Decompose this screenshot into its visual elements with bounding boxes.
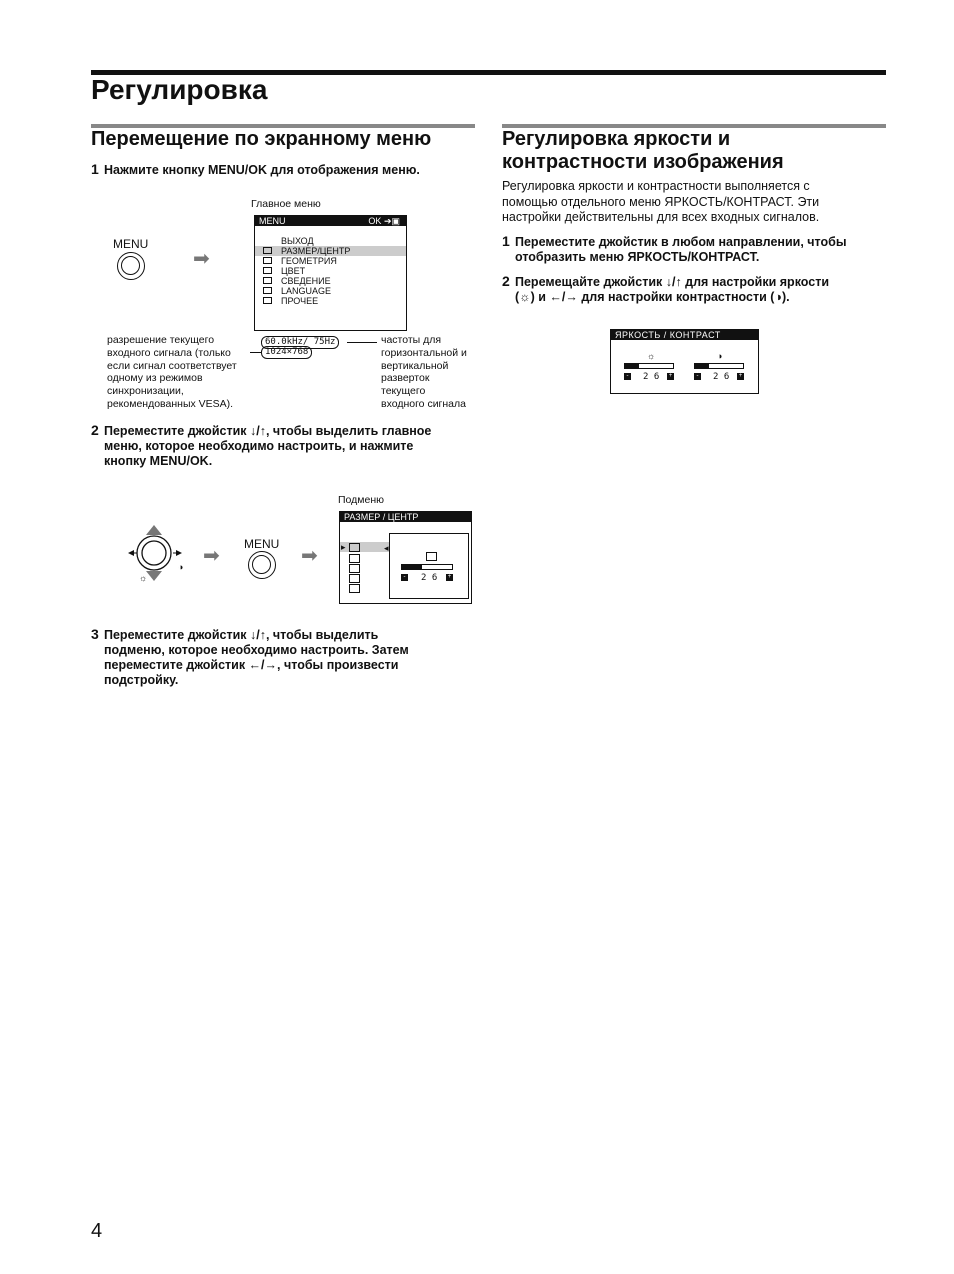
page-title: Регулировка — [91, 74, 268, 105]
step-line: (☼) и ←/→ для настройки контрастности (◑). — [515, 290, 790, 304]
zoom-icon[interactable] — [349, 584, 360, 593]
annotation-line: разрешение текущего — [107, 334, 215, 346]
menu-item-icon — [263, 267, 272, 274]
brightness-value: 2 6 — [643, 372, 660, 382]
submenu-caption: Подменю — [338, 494, 385, 506]
right-arrow-icon: ➡ — [193, 248, 210, 270]
sub-value-row — [401, 574, 453, 582]
osd-brightness-contrast — [610, 329, 759, 394]
main-menu-caption: Главное меню — [251, 198, 321, 210]
intro-line: настройки действительны для всех входных сигналов. — [502, 210, 820, 224]
osd-main-menu — [254, 215, 407, 331]
step-line: меню, которое необходимо настроить, и нажмите — [104, 439, 414, 453]
size-center-icon[interactable] — [349, 543, 360, 552]
contrast-icon: ◑ — [178, 562, 184, 572]
right-step-2 — [502, 273, 830, 305]
annotation-resolution — [107, 334, 237, 411]
left-leader-line — [250, 352, 261, 353]
annotation-line: входного сигнала (только — [107, 346, 231, 359]
step-line: Переместите джойстик в любом направлении, чтобы — [515, 235, 847, 249]
osd-sub-bar: РАЗМЕР / ЦЕНТР — [340, 512, 471, 522]
menu-button-label-2: MENU — [244, 537, 280, 551]
step-number: 2 — [91, 422, 99, 438]
freq-readout: 60.0kHz/ 75Hz — [261, 336, 339, 349]
osd-bc-bar: ЯРКОСТЬ / КОНТРАСТ — [611, 330, 758, 340]
annotation-line: частоты для — [381, 334, 442, 346]
step-line: подстройку. — [104, 673, 179, 687]
h-size-icon[interactable] — [349, 564, 360, 573]
right-intro-text — [502, 179, 819, 226]
contrast-value-row — [694, 373, 744, 381]
osd-menu-item[interactable] — [255, 276, 406, 286]
contrast-gauge[interactable] — [694, 363, 744, 369]
joystick-diagram[interactable] — [126, 523, 184, 583]
step-line: подменю, которое необходимо настроить. Затем — [104, 643, 409, 657]
resolution-readout: 1024×768 — [261, 346, 312, 359]
osd-submenu — [339, 511, 472, 604]
step-line: Перемещайте джойстик ↓/↑ для настройки яркости — [515, 275, 830, 289]
right-step-1 — [502, 233, 847, 265]
menu-item-icon — [263, 257, 272, 264]
annotation-line: текущего — [381, 385, 426, 398]
osd-menu-item[interactable] — [255, 266, 406, 276]
brightness-fill — [625, 364, 639, 368]
plus-icon[interactable]: + — [447, 574, 452, 580]
contrast-value: 2 6 — [713, 372, 730, 382]
step-number: 2 — [502, 273, 510, 289]
sub-selected-row — [340, 542, 389, 552]
brightness-minus-icon[interactable]: - — [624, 373, 631, 380]
annotation-line: входного сигнала — [381, 397, 466, 410]
osd-menu-item[interactable] — [255, 286, 406, 296]
minus-icon[interactable]: - — [401, 574, 408, 581]
step-line: кнопку MENU/OK. — [104, 454, 213, 468]
brightness-gauge[interactable] — [624, 363, 674, 369]
ok-arrow-icon: ➔▣ — [383, 216, 400, 226]
sub-gauge-fill — [402, 565, 422, 569]
sub-marker-icon: ◂ — [384, 543, 389, 553]
brightness-value-row — [624, 373, 674, 381]
menu-item-label: РАЗМЕР/ЦЕНТР — [281, 246, 351, 256]
osd-main-bar-left: MENU — [259, 216, 286, 226]
heading-line: Регулировка яркости и — [502, 128, 731, 150]
annotation-line: рекомендованных VESA). — [107, 397, 234, 410]
intro-line: Регулировка яркости и контрастности выполняется с — [502, 179, 810, 193]
menu-item-label: ПРОЧЕЕ — [281, 296, 319, 306]
contrast-plus-icon[interactable]: + — [738, 373, 743, 379]
step-text: Нажмите кнопку MENU/OK для отображения меню. — [104, 163, 420, 177]
right-leader-line — [347, 342, 377, 343]
step-line: отобразить меню ЯРКОСТЬ/КОНТРАСТ. — [515, 250, 760, 264]
sub-pointer-icon: ▸ — [341, 542, 346, 552]
menu-button-2[interactable] — [248, 551, 276, 579]
menu-item-icon — [263, 247, 272, 254]
osd-menu-item[interactable] — [255, 236, 406, 246]
menu-item-icon — [263, 277, 272, 284]
sub-value: 2 6 — [421, 573, 438, 583]
heading-line: контрастности изображения — [502, 151, 784, 173]
step-number: 1 — [91, 161, 99, 177]
annotation-line: синхронизации, — [107, 385, 184, 398]
left-section-heading: Перемещение по экранному меню — [91, 128, 432, 150]
osd-main-bar — [255, 216, 406, 226]
sub-gauge[interactable] — [401, 564, 453, 570]
step-line: переместите джойстик ←/→, чтобы произвести — [104, 658, 399, 672]
step-line: Переместите джойстик ↓/↑, чтобы выделить главное — [104, 424, 432, 438]
brightness-plus-icon[interactable]: + — [668, 373, 673, 379]
joystick-icon — [126, 523, 184, 583]
step-line: Переместите джойстик ↓/↑, чтобы выделить — [104, 628, 379, 642]
menu-item-icon — [263, 287, 272, 294]
menu-item-label: ВЫХОД — [281, 236, 314, 246]
menu-item-icon — [263, 297, 272, 304]
osd-menu-item[interactable] — [255, 246, 406, 256]
left-step-1 — [91, 161, 420, 178]
menu-button-inner — [121, 256, 140, 275]
adjust-item-icon — [426, 552, 437, 561]
right-section-heading — [502, 128, 784, 174]
step-number: 3 — [91, 626, 99, 642]
annotation-line: одному из режимов — [107, 372, 203, 385]
osd-main-bar-right — [368, 216, 400, 226]
contrast-minus-icon[interactable]: - — [694, 373, 701, 380]
brightness-icon: ☼ — [139, 573, 148, 583]
annotation-line: вертикальной — [381, 359, 449, 372]
osd-menu-item[interactable] — [255, 296, 406, 306]
page-number: 4 — [91, 1220, 103, 1242]
right-arrow-icon-3: ➡ — [301, 545, 318, 567]
right-arrow-icon-2: ➡ — [203, 545, 220, 567]
annotation-line: если сигнал соответствует — [107, 359, 237, 372]
osd-menu-item[interactable] — [255, 256, 406, 266]
menu-item-label: СВЕДЕНИЕ — [281, 276, 331, 286]
menu-item-label: ЦВЕТ — [281, 266, 306, 276]
osd-main-items — [255, 236, 406, 306]
left-step-3 — [91, 626, 409, 688]
ok-label: OK — [368, 216, 382, 226]
v-size-icon[interactable] — [349, 574, 360, 583]
annotation-line: горизонтальной и — [381, 346, 467, 359]
left-step-2 — [91, 422, 432, 469]
position-icon[interactable] — [349, 554, 360, 563]
sub-adjust-panel — [389, 533, 469, 599]
step-number: 1 — [502, 233, 510, 249]
intro-line: помощью отдельного меню ЯРКОСТЬ/КОНТРАСТ. Эти — [502, 194, 820, 209]
menu-button-label: MENU — [113, 237, 149, 251]
contrast-icon-osd: ◑ — [717, 351, 723, 361]
menu-button[interactable] — [117, 252, 145, 280]
brightness-icon-osd: ☼ — [647, 351, 656, 361]
annotation-line: разверток — [381, 372, 430, 385]
menu-button-2-inner — [252, 555, 271, 574]
menu-item-label: LANGUAGE — [281, 286, 332, 296]
menu-item-label: ГЕОМЕТРИЯ — [281, 256, 337, 266]
annotation-frequencies — [381, 334, 467, 411]
contrast-fill — [695, 364, 709, 368]
